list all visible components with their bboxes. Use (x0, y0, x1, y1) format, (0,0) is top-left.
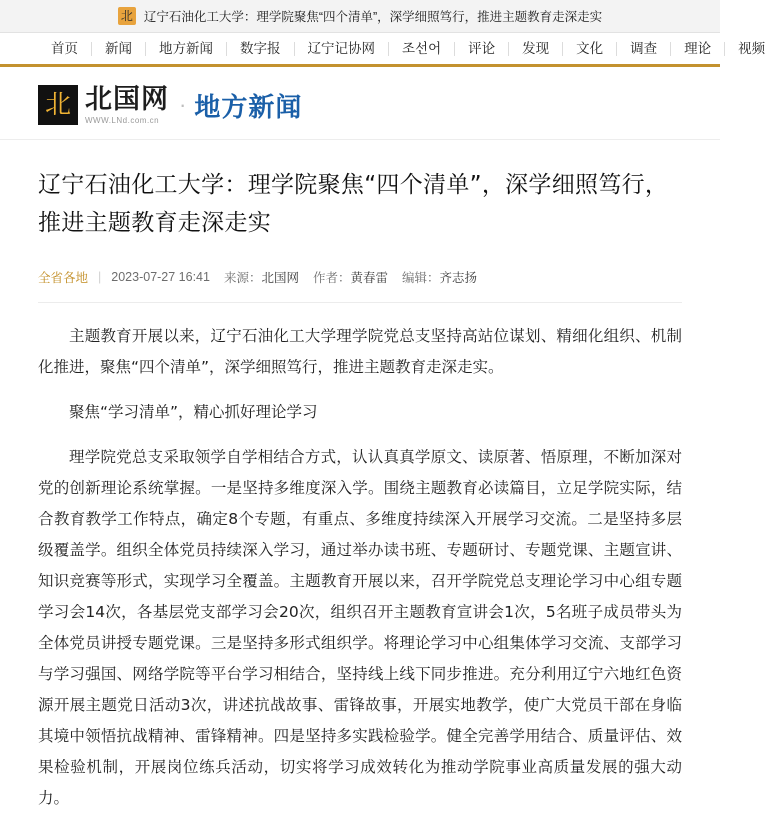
masthead-section-title: 地方新闻 (194, 92, 303, 123)
meta-divider: | (98, 270, 102, 284)
article-editor-value: 齐志扬 (439, 271, 478, 285)
article-author-value: 黄春雷 (350, 271, 389, 285)
site-favicon-icon (118, 7, 136, 25)
site-logo-url: WWW.LNd.com.cn (85, 115, 160, 125)
nav-item-video[interactable]: 视频 (738, 40, 766, 56)
nav-item-investigation[interactable]: 调查 (617, 42, 671, 56)
browser-tab[interactable] (118, 7, 602, 25)
nav-item-discover[interactable]: 发现 (509, 42, 563, 56)
article-editor-label: 编辑： (402, 271, 440, 285)
masthead (0, 67, 720, 140)
site-logo-text[interactable] (85, 83, 169, 125)
article-source-label: 来源： (223, 271, 262, 285)
article-source-value: 北国网 (261, 271, 299, 285)
nav-item-theory[interactable]: 理论 (671, 42, 725, 56)
article-category[interactable]: 全省各地 (38, 271, 89, 285)
nav-item-digital-paper[interactable]: 数字报 (227, 42, 295, 56)
nav-item-home[interactable]: 首页 (38, 42, 92, 56)
nav-item-korean[interactable]: 조선어 (389, 42, 455, 56)
article-body (38, 303, 682, 814)
browser-tab-bar (0, 0, 720, 33)
nav-item-journalist-assoc[interactable]: 辽宁记协网 (295, 42, 390, 56)
site-nav-list (38, 33, 778, 64)
nav-item-news[interactable]: 新闻 (92, 42, 146, 56)
article-paragraph: 聚焦“学习清单”，精心抓好理论学习 (69, 403, 318, 421)
nav-item-culture[interactable]: 文化 (563, 42, 617, 56)
article-paragraph: 理学院党总支采取领学自学相结合方式，认认真真学原文、读原著、悟原理，不断加深对党的创新理论系统掌握。一是坚持多维度深入学。围绕主题教育必读篇目，立足学院实际，结合教育教学工作特点，确定8个专题，有重点、多维度持续深入开展学习交流。二是坚持多层级覆盖学。组织全体党员持续深入学习，通过举办读书班、专题研讨、专题党课、主题宣讲、知识竞赛等形式，实现学习全覆盖。主题教育开展以来，召开学院党总支理论学习中心组专题学习会14次，各基层党支部学习会20次，组织召开主题教育宣讲会1次，5名班子成员带头为全体党员讲授专题党课。三是坚持多形式组织学。将理论学习中心组集体学习交流、支部学习与学习强国、网络学院等平台学习相结合，坚持线上线下同步推进。充分利用辽宁六地红色资源开展主题党日活动3次，讲述抗战故事、雷锋故事，开展实地教学，使广大党员干部在身临其境中领悟抗战精神、雷锋精神。四是坚持多实践检验学。健全完善学用结合、质量评估、效果检验机制，开展岗位练兵活动，切实将学习成效转化为推动学院事业高质量发展的强大动力。 (38, 448, 682, 807)
nav-item-local-news[interactable]: 地方新闻 (146, 42, 227, 56)
nav-item-commentary[interactable]: 评论 (455, 42, 509, 56)
article (0, 140, 720, 838)
article-datetime: 2023-07-27 16:41 (111, 270, 210, 284)
article-author-label: 作者： (313, 271, 351, 285)
site-logo-icon[interactable] (38, 85, 78, 125)
site-logo-name: 北国网 (85, 83, 169, 115)
masthead-separator: · (179, 92, 187, 117)
article-meta (38, 268, 682, 303)
page-title: 辽宁石油化工大学：理学院聚焦“四个清单”，深学细照笃行，推进主题教育走深走实 (38, 172, 669, 236)
article-paragraph: 主题教育开展以来，辽宁石油化工大学理学院党总支坚持高站位谋划、精细化组织、机制化推进，聚焦“四个清单”，深学细照笃行，推进主题教育走深走实。 (38, 327, 682, 376)
browser-tab-title: 辽宁石油化工大学：理学院聚焦“四个清单”，深学细照笃行，推进主题教育走深走实 (143, 10, 603, 24)
site-nav (0, 33, 766, 67)
